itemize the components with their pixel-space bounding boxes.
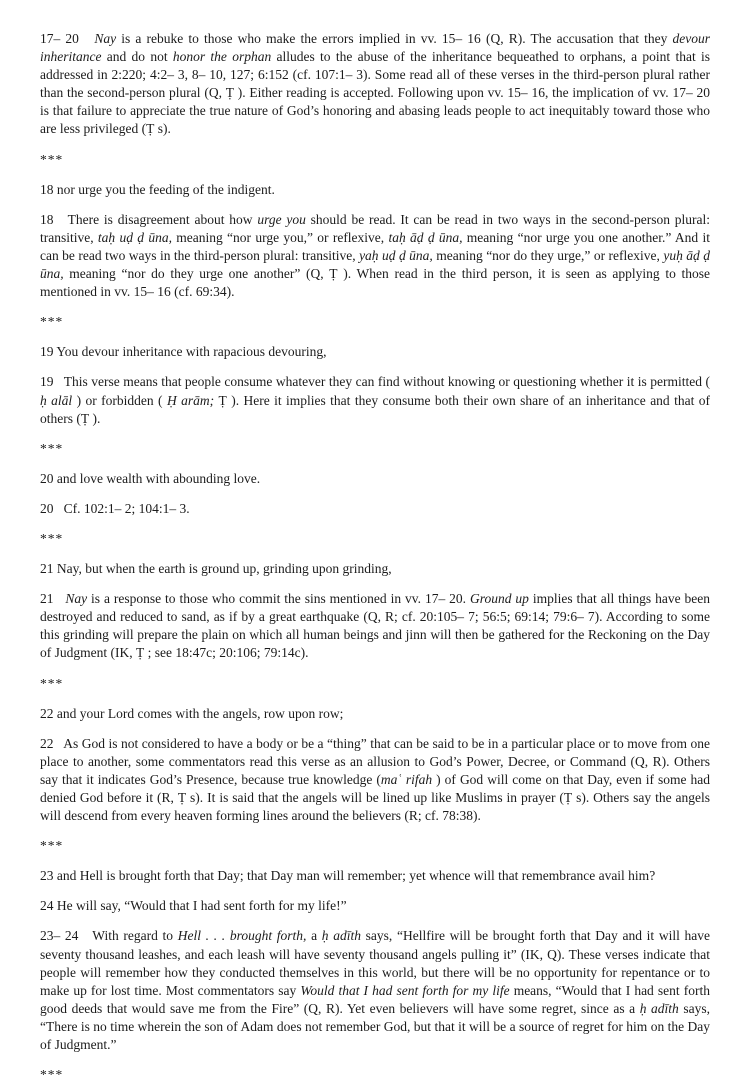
commentary-paragraph-21: 21 Nay is a response to those who commit the sins mentioned in vv. 17– 20. Ground up implies that all things have been destroyed and reduced to sand, as if by a great earthquake (Q, R; cf. 20:105– 7; 56:5; 69:14; 79:6– 7). According to some this grinding will prepare the plain on which all human beings and jinn will then be gathered for the Reckoning on the Day of Judgment (IK, Ṭ ; see 18:47c; 20:106; 79:14c). xyxy=(40,591,710,661)
section-separator: *** xyxy=(40,151,64,167)
section-separator: *** xyxy=(40,838,64,854)
commentary-paragraph-22: 22 As God is not considered to have a body or be a “thing” that can be said to be in a particular place or to move from one place to another, some commentators read this verse as an allusion to God’s Power, Decree, or Command (Q, R). Others say that it indicates God’s Presence, because true knowledge (maʿ rifah ) of God will come on that Day, even if some had denied God before it (R, Ṭ s). It is said that the angels will be lined up like Muslims in prayer (Ṭ s). Others say the angels will descend from every heaven forming lines around the believers (R; cf. 78:38). xyxy=(40,735,710,824)
verse-line-21: 21 Nay, but when the earth is ground up, grinding upon grinding, xyxy=(40,561,392,577)
verse-line-22: 22 and your Lord comes with the angels, row upon row; xyxy=(40,705,344,721)
commentary-paragraph-23-24: 23– 24 With regard to Hell . . . brought forth, a ḥ adīth says, “Hellfire will be brought forth that Day and it will have seventy thousand leashes, and each leash will have seventy thousand angels pulling it” (IK, Q). These verses indicate that people will remember how they conducted themselves in this world, but there will be no opportunity for repentance or to make up for lost time. Most commentators say Would that I had sent forth for my life means, “Would that I had sent forth good deeds that would save me from the Fire” (Q, R). Yet even believers will have some regret, since as a ḥ adīth says, “There is no time wherein the son of Adam does not remember God, but that it will be a source of regret for him on the Day of Judgment.” xyxy=(40,928,711,1053)
section-separator: *** xyxy=(40,530,64,546)
section-separator: *** xyxy=(40,314,64,330)
verse-line-18: 18 nor urge you the feeding of the indigent. xyxy=(40,181,275,197)
commentary-paragraph-20: 20 Cf. 102:1– 2; 104:1– 3. xyxy=(40,500,190,516)
section-separator: *** xyxy=(40,1067,64,1083)
verse-line-20: 20 and love wealth with abounding love. xyxy=(40,470,261,486)
section-separator: *** xyxy=(40,440,64,456)
verse-line-24: 24 He will say, “Would that I had sent forth for my life!” xyxy=(40,898,347,914)
commentary-paragraph-17-20: 17– 20 Nay is a rebuke to those who make the errors implied in vv. 15– 16 (Q, R). The accusation that they devour inheritance and do not honor the orphan alludes to the abuse of the inheritance bequeathed to orphans, a point that is addressed in 2:220; 4:2– 3, 8– 10, 127; 6:152 (cf. 107:1– 3). Some read all of these verses in the third-person plural rather than the second-person plural (Q, Ṭ ). Either reading is accepted. Following upon vv. 15– 16, the implication of vv. 17– 20 is that failure to appreciate the true nature of God’s honoring and abasing leads people to act inequitably toward those who are less privileged (Ṭ s). xyxy=(40,31,711,137)
commentary-paragraph-18: 18 There is disagreement about how urge you should be read. It can be read in two ways in the second-person plural: transitive, taḥ uḍ ḍ ūna, meaning “nor urge you,” or reflexive, taḥ āḍ ḍ ūna, meaning “nor urge you one another.” And it can be read two ways in the third-person plural: transitive, yaḥ uḍ ḍ ūna, meaning “nor do they urge,” or reflexive, yuḥ āḍ ḍ ūna, meaning “nor do they urge one another” (Q, Ṭ ). When read in the third person, it is seen as applying to those mentioned in vv. 15– 16 (cf. 69:34). xyxy=(40,211,710,300)
verse-line-19: 19 You devour inheritance with rapacious devouring, xyxy=(40,344,327,360)
verse-line-23: 23 and Hell is brought forth that Day; that Day man will remember; yet whence will that remembrance avail him? xyxy=(40,868,656,884)
commentary-paragraph-19: 19 This verse means that people consume whatever they can find without knowing or questioning whether it is permitted ( ḥ alāl ) or forbidden ( Ḥ arām; Ṭ ). Here it implies that they consume both their own share of an inheritance and that of others (Ṭ ). xyxy=(40,374,710,426)
section-separator: *** xyxy=(40,675,64,691)
